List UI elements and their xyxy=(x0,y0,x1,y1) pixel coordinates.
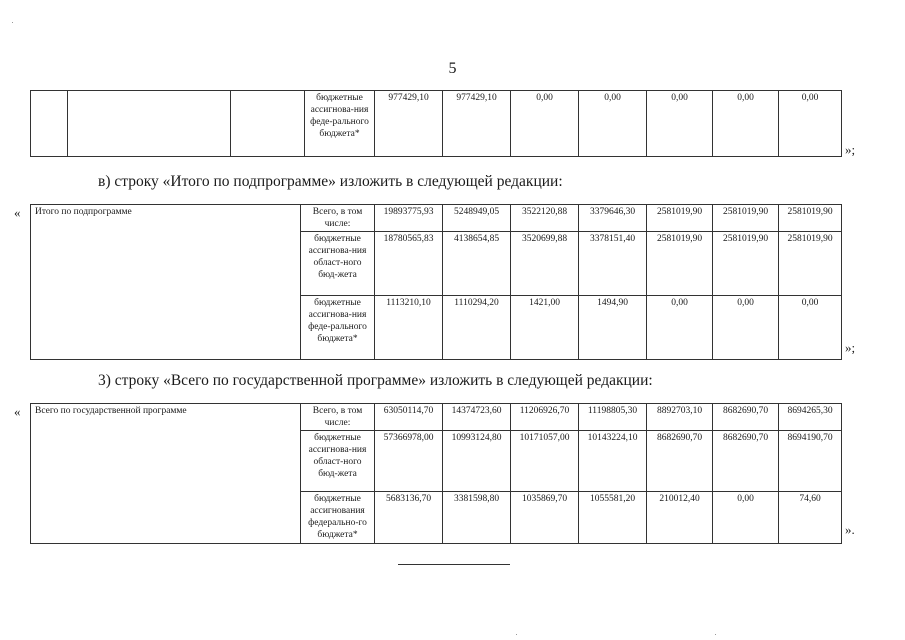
value-cell: 0,00 xyxy=(713,91,779,157)
value-cell: 0,00 xyxy=(779,296,842,360)
value-cell: 2581019,90 xyxy=(779,232,842,296)
empty-cell xyxy=(31,91,68,157)
row-name: Всего по государственной программе xyxy=(31,404,301,544)
subprogram-total-table xyxy=(30,204,842,360)
value-cell: 2581019,90 xyxy=(647,232,713,296)
scan-speck xyxy=(12,22,13,23)
value-cell: 3378151,40 xyxy=(579,232,647,296)
scan-speck xyxy=(516,634,517,635)
value-cell: 2581019,90 xyxy=(647,205,713,232)
page-number: 5 xyxy=(448,60,457,77)
value-cell: 63050114,70 xyxy=(375,404,443,431)
federal-budget-table xyxy=(30,90,842,157)
closing-quote: »; xyxy=(845,142,856,157)
value-cell: 5248949,05 xyxy=(443,205,511,232)
value-cell: 8892703,10 xyxy=(647,404,713,431)
row-label: бюджетные ассигнова-ния феде-рального бюджета* xyxy=(305,91,375,157)
value-cell: 0,00 xyxy=(713,296,779,360)
closing-quote: »; xyxy=(845,340,856,355)
value-cell: 11198805,30 xyxy=(579,404,647,431)
row-label: Всего, в том числе: xyxy=(301,404,375,431)
instruction-3: 3) строку «Всего по государственной программе» изложить в следующей редакции: xyxy=(98,372,653,389)
row-label: бюджетные ассигнования федерально-го бюджета* xyxy=(301,492,375,544)
value-cell: 1110294,20 xyxy=(443,296,511,360)
value-cell: 1055581,20 xyxy=(579,492,647,544)
empty-cell xyxy=(68,91,231,157)
table-row xyxy=(31,205,842,232)
value-cell: 8694190,70 xyxy=(779,431,842,492)
value-cell: 3379646,30 xyxy=(579,205,647,232)
opening-quote: « xyxy=(14,205,21,220)
value-cell: 0,00 xyxy=(713,492,779,544)
value-cell: 14374723,60 xyxy=(443,404,511,431)
row-label: Всего, в том числе: xyxy=(301,205,375,232)
value-cell: 2581019,90 xyxy=(713,232,779,296)
instruction-b: в) строку «Итого по подпрограмме» изложить в следующей редакции: xyxy=(98,173,563,190)
value-cell: 977429,10 xyxy=(443,91,511,157)
value-cell: 0,00 xyxy=(647,296,713,360)
value-cell: 1421,00 xyxy=(511,296,579,360)
row-label: бюджетные ассигнова-ния област-ного бюд-жета xyxy=(301,431,375,492)
value-cell: 0,00 xyxy=(579,91,647,157)
value-cell: 5683136,70 xyxy=(375,492,443,544)
value-cell: 74,60 xyxy=(779,492,842,544)
value-cell: 0,00 xyxy=(647,91,713,157)
row-name: Итого по подпрограмме xyxy=(31,205,301,360)
value-cell: 19893775,93 xyxy=(375,205,443,232)
value-cell: 4138654,85 xyxy=(443,232,511,296)
value-cell: 0,00 xyxy=(779,91,842,157)
value-cell: 10171057,00 xyxy=(511,431,579,492)
value-cell: 57366978,00 xyxy=(375,431,443,492)
separator-rule xyxy=(398,564,510,565)
value-cell: 1494,90 xyxy=(579,296,647,360)
value-cell: 3381598,80 xyxy=(443,492,511,544)
closing-quote: ». xyxy=(845,522,855,537)
value-cell: 8682690,70 xyxy=(713,431,779,492)
value-cell: 10143224,10 xyxy=(579,431,647,492)
value-cell: 0,00 xyxy=(511,91,579,157)
value-cell: 18780565,83 xyxy=(375,232,443,296)
value-cell: 977429,10 xyxy=(375,91,443,157)
value-cell: 1113210,10 xyxy=(375,296,443,360)
value-cell: 11206926,70 xyxy=(511,404,579,431)
table-row xyxy=(31,404,842,431)
program-total-table xyxy=(30,403,842,544)
row-label: бюджетные ассигнова-ния област-ного бюд-жета xyxy=(301,232,375,296)
opening-quote: « xyxy=(14,404,21,419)
value-cell: 8694265,30 xyxy=(779,404,842,431)
value-cell: 10993124,80 xyxy=(443,431,511,492)
value-cell: 1035869,70 xyxy=(511,492,579,544)
value-cell: 2581019,90 xyxy=(713,205,779,232)
table-row xyxy=(31,91,842,157)
value-cell: 2581019,90 xyxy=(779,205,842,232)
value-cell: 210012,40 xyxy=(647,492,713,544)
value-cell: 3520699,88 xyxy=(511,232,579,296)
value-cell: 8682690,70 xyxy=(713,404,779,431)
value-cell: 3522120,88 xyxy=(511,205,579,232)
empty-cell xyxy=(231,91,305,157)
scan-speck xyxy=(715,634,716,635)
value-cell: 8682690,70 xyxy=(647,431,713,492)
row-label: бюджетные ассигнова-ния феде-рального бюджета* xyxy=(301,296,375,360)
